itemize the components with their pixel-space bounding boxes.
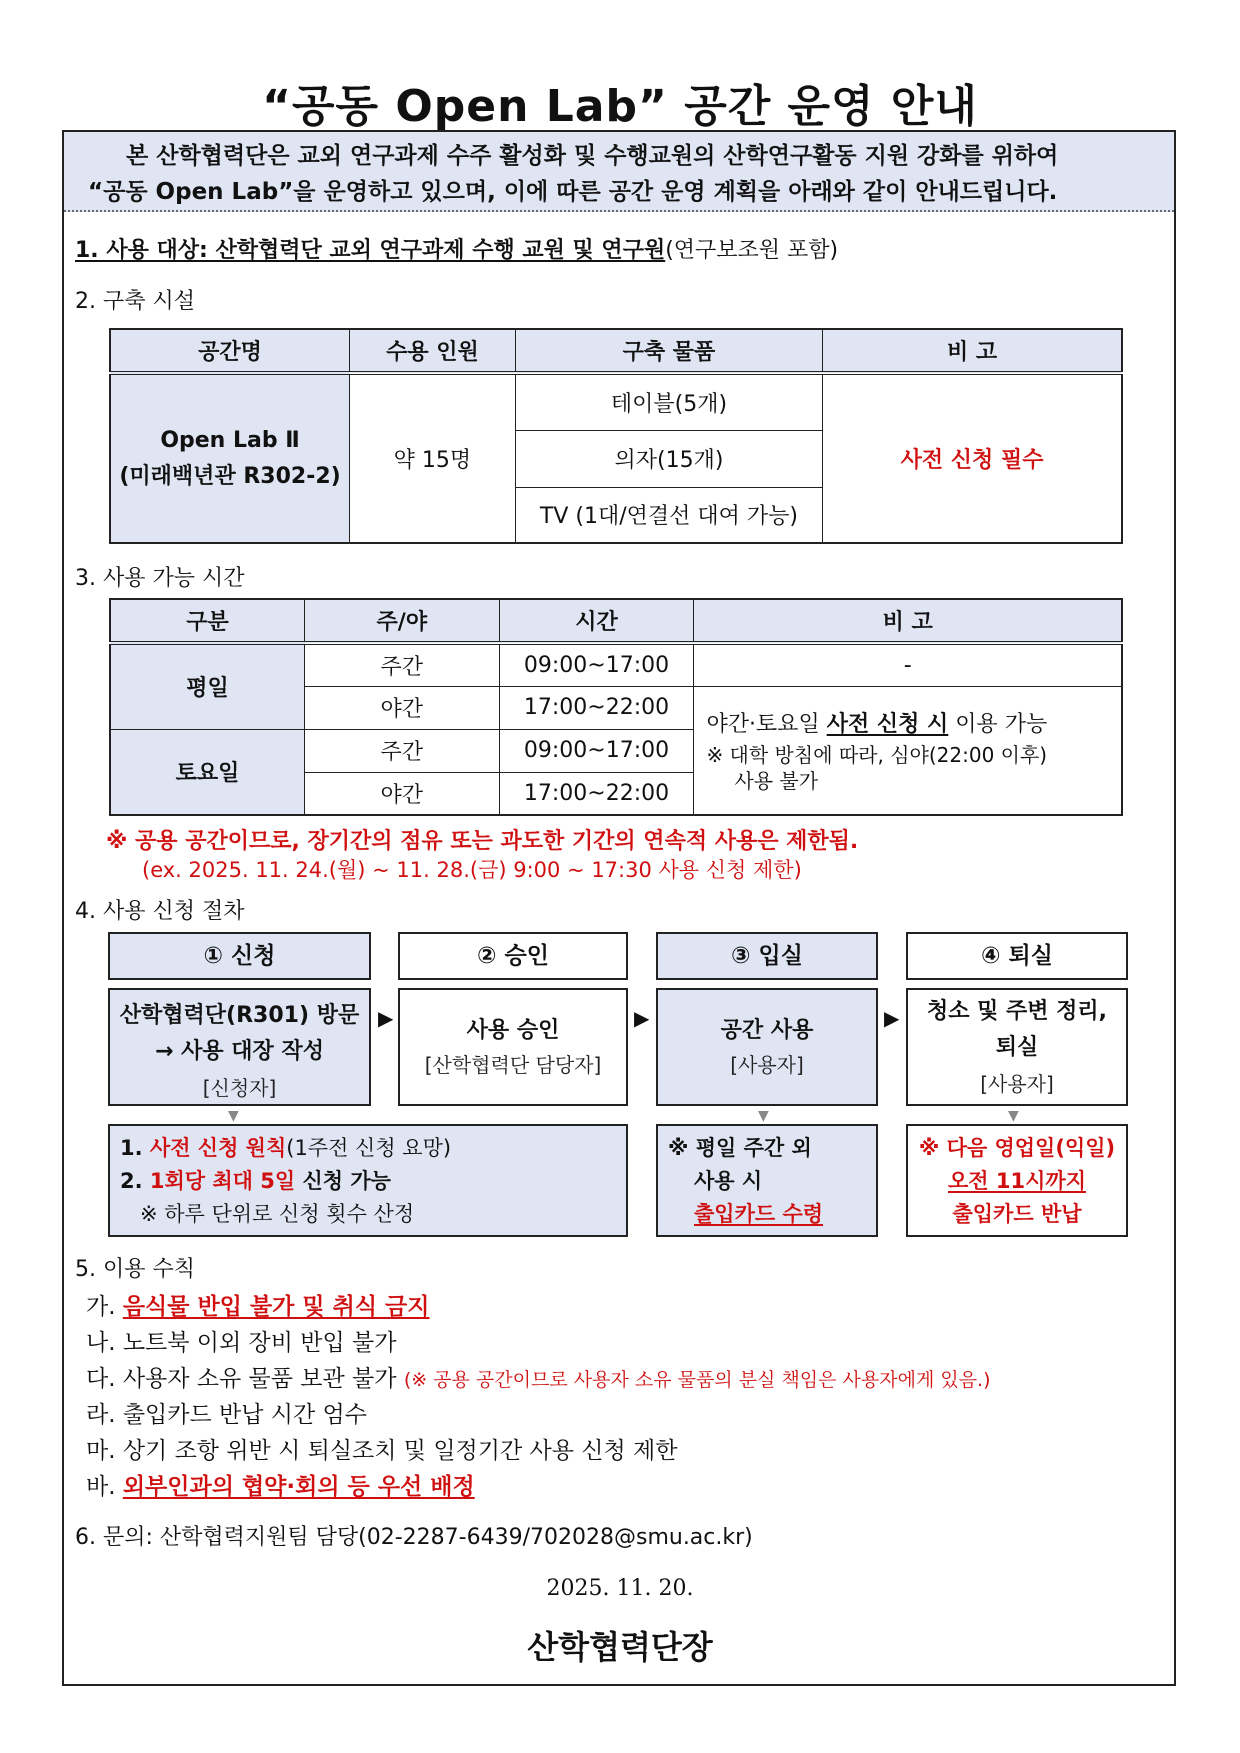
space-location: (미래백년관 R302-2)	[119, 463, 341, 489]
exit-note	[906, 1124, 1128, 1237]
header-items: 구축 물품	[515, 329, 822, 373]
step-4-line-1: 청소 및 주변 정리,	[926, 999, 1108, 1024]
section-4-label: 4. 사용 신청 절차	[75, 899, 245, 924]
header-daynight: 주/야	[305, 599, 500, 643]
signature: 산학협력단장	[527, 1628, 713, 1666]
saturday-cell: 토요일	[110, 729, 305, 815]
section-3-label: 3. 사용 가능 시간	[75, 566, 245, 591]
exit-note-line-2: 오전 11시까지	[948, 1169, 1086, 1193]
step-1-line-1: 산학협력단(R301) 방문	[119, 1003, 360, 1028]
step-4-who: [사용자]	[980, 1072, 1054, 1096]
item-tv: TV (1대/연결선 대여 가능)	[515, 487, 822, 543]
header-remark: 비 고	[823, 329, 1122, 373]
item-table: 테이블(5개)	[515, 373, 822, 430]
header-capacity: 수용 인원	[350, 329, 516, 373]
note-rule-1: 1. 사전 신청 원칙(1주전 신청 요망)	[120, 1136, 452, 1160]
weekday-day: 주간	[305, 643, 500, 686]
section-1	[75, 233, 838, 264]
arrow-down-icon: ▼	[758, 1108, 769, 1124]
section-6-contact: 6. 문의: 산학협력지원팀 담당(02-2287-6439/702028@smu.ac.kr)	[75, 1525, 753, 1550]
step-2-who: [산학협력단 담당자]	[424, 1053, 602, 1077]
header-space: 공간명	[110, 329, 350, 373]
section-5-label: 5. 이용 수칙	[75, 1257, 195, 1282]
step-3-line-1: 공간 사용	[720, 1018, 814, 1043]
entry-note	[656, 1124, 878, 1237]
facility-table	[109, 328, 1123, 544]
entry-note-line-2: 사용 시	[694, 1169, 763, 1193]
rule-2: 나. 노트북 이외 장비 반입 불가	[86, 1330, 397, 1356]
step-1-line-2: → 사용 대장 작성	[155, 1039, 324, 1064]
section-1-suffix: (연구보조원 포함)	[665, 238, 839, 263]
arrow-right-icon: ▶	[884, 1006, 900, 1030]
night-remark: 야간·토요일 사전 신청 시 이용 가능	[706, 711, 1048, 737]
step-3-header: ③ 입실	[656, 932, 878, 980]
step-4-line-2: 퇴실	[995, 1035, 1039, 1060]
entry-note-line-3: 출입카드 수령	[694, 1202, 824, 1226]
intro-box	[64, 132, 1174, 212]
weekday-day-remark: -	[694, 643, 1122, 686]
note-rule-2: 2. 1회당 최대 5일 신청 가능	[120, 1169, 391, 1193]
intro-line-1: 본 산학협력단은 교외 연구과제 수주 활성화 및 수행교원의 산학연구활동 지원 강화를 위하여	[126, 143, 1059, 169]
capacity-cell: 약 15명	[350, 373, 516, 543]
saturday-day: 주간	[305, 729, 500, 772]
saturday-day-time: 09:00~17:00	[499, 729, 694, 772]
space-name: Open Lab Ⅱ	[160, 427, 300, 453]
section-1-label: 1. 사용 대상: 산학협력단 교외 연구과제 수행 교원 및 연구원	[75, 238, 666, 263]
step-2-header: ② 승인	[398, 932, 628, 980]
weekday-day-time: 09:00~17:00	[499, 643, 694, 686]
exit-note-line-1: ※ 다음 영업일(익일)	[918, 1136, 1116, 1160]
facility-header-row	[110, 329, 1122, 373]
step-4-body	[906, 988, 1128, 1106]
step-1-header: ① 신청	[108, 932, 371, 980]
late-night-note: ※ 대학 방침에 따라, 심야(22:00 이후)	[706, 742, 1048, 767]
rule-6: 바. 외부인과의 협약·회의 등 우선 배정	[86, 1474, 475, 1500]
weekday-night: 야간	[305, 686, 500, 729]
item-chair: 의자(15개)	[515, 430, 822, 487]
step-2-body	[398, 988, 628, 1106]
space-name-cell	[110, 373, 350, 543]
application-note	[108, 1124, 628, 1237]
entry-note-line-1: ※ 평일 주간 외	[668, 1136, 812, 1160]
section-2-label: 2. 구축 시설	[75, 289, 195, 314]
usage-example: (ex. 2025. 11. 24.(월) ~ 11. 28.(금) 9:00 ~ 17:30 사용 신청 제한)	[142, 858, 802, 882]
header-time: 시간	[499, 599, 694, 643]
arrow-down-icon: ▼	[1008, 1108, 1019, 1124]
saturday-night: 야간	[305, 772, 500, 815]
step-3-who: [사용자]	[730, 1053, 804, 1077]
late-night-note-2: 사용 불가	[734, 768, 819, 793]
hours-table	[109, 598, 1123, 816]
intro-line-2: “공동 Open Lab”을 운영하고 있으며, 이에 따른 공간 운영 계획을 아래와 같이 안내드립니다.	[88, 179, 1058, 205]
rule-1: 가. 음식물 반입 불가 및 취식 금지	[86, 1294, 430, 1320]
rule-4: 라. 출입카드 반납 시간 엄수	[86, 1402, 367, 1428]
step-1-who: [신청자]	[202, 1076, 277, 1100]
facility-remark: 사전 신청 필수	[823, 373, 1122, 543]
arrow-right-icon: ▶	[634, 1006, 650, 1030]
rule-3: 다. 사용자 소유 물품 보관 불가 (※ 공용 공간이므로 사용자 소유 물품의 분실 책임은 사용자에게 있음.)	[86, 1366, 991, 1392]
arrow-right-icon: ▶	[378, 1006, 394, 1030]
document-date: 2025. 11. 20.	[546, 1576, 694, 1601]
step-3-body	[656, 988, 878, 1106]
header-hours-remark: 비 고	[694, 599, 1122, 643]
weekday-night-time: 17:00~22:00	[499, 686, 694, 729]
note-rule-3: ※ 하루 단위로 신청 횟수 산정	[140, 1202, 415, 1226]
step-2-line-1: 사용 승인	[466, 1018, 560, 1043]
usage-warning: ※ 공용 공간이므로, 장기간의 점유 또는 과도한 기간의 연속적 사용은 제한됨.	[106, 829, 859, 854]
page-title: “공동 Open Lab” 공간 운영 안내	[262, 81, 978, 132]
night-remark-cell	[694, 686, 1122, 815]
exit-note-line-3: 출입카드 반납	[952, 1202, 1082, 1226]
weekday-cell: 평일	[110, 643, 305, 729]
saturday-night-time: 17:00~22:00	[499, 772, 694, 815]
step-4-header: ④ 퇴실	[906, 932, 1128, 980]
step-1-body	[108, 988, 371, 1106]
arrow-down-icon: ▼	[228, 1108, 239, 1124]
rule-5: 마. 상기 조항 위반 시 퇴실조치 및 일정기간 사용 신청 제한	[86, 1438, 678, 1464]
header-category: 구분	[110, 599, 305, 643]
